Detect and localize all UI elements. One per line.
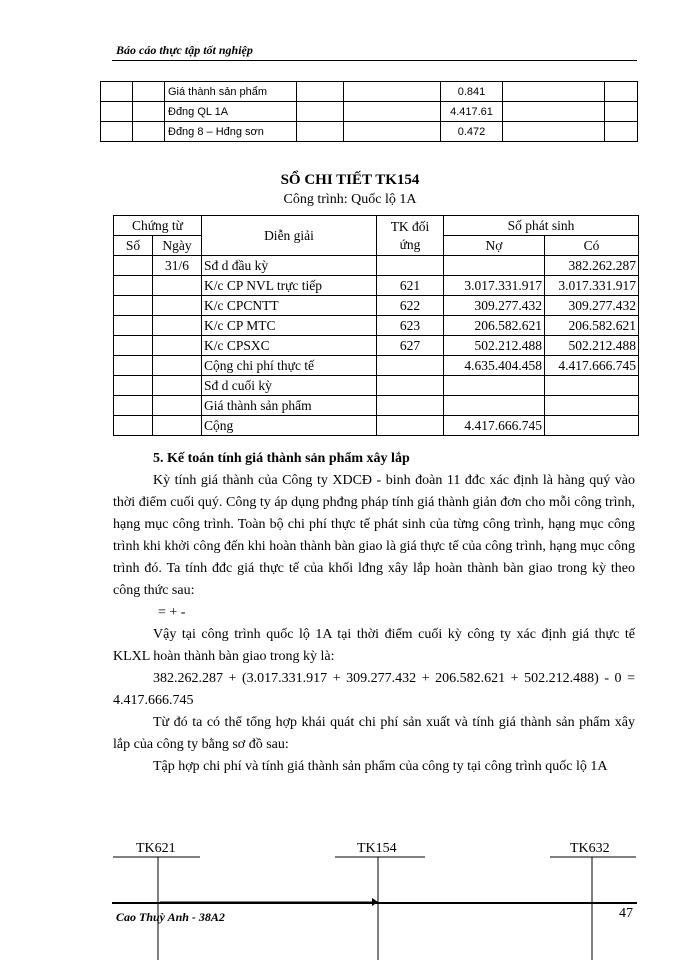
continued-cost-table (100, 81, 638, 142)
row-label: Đđng QL 1A (165, 102, 297, 122)
table-cell (297, 122, 344, 142)
ledger-table (113, 215, 639, 436)
cell-desc: K/c CP NVL trực tiếp (202, 276, 377, 296)
cell-ngay: 31/6 (153, 256, 202, 276)
table-cell (605, 122, 638, 142)
cell-co: 4.417.666.745 (545, 356, 639, 376)
cell-no (444, 256, 545, 276)
cell-no (444, 376, 545, 396)
cell-tk: 622 (377, 296, 444, 316)
cell-tk (377, 376, 444, 396)
cell-no: 4.417.666.745 (444, 416, 545, 436)
cell-tk (377, 416, 444, 436)
cell-ngay (153, 376, 202, 396)
cell-tk (377, 256, 444, 276)
cell-tk: 627 (377, 336, 444, 356)
table-cell (503, 122, 605, 142)
cell-co (545, 376, 639, 396)
header-row (114, 216, 639, 236)
cell-co (545, 416, 639, 436)
cell-co: 382.262.287 (545, 256, 639, 276)
cell-co: 206.582.621 (545, 316, 639, 336)
paragraph: Từ đó ta có thể tổng hợp khái quát chi phí sản xuất và tính giá thành sản phẩm xây lắp của công ty bằng sơ đồ sau: (113, 715, 635, 752)
header-so-phat-sinh: Số phát sinh (444, 216, 639, 236)
row-label: Đđng 8 – Hđng sơn (165, 122, 297, 142)
paragraph: Kỳ tính giá thành của Công ty XDCĐ - binh đoàn 11 đđc xác định là hàng quý vào thời điểm cuối quý. Công ty áp dụng phđng pháp tính giá thành giản đơn cho mỗi công trình, hạng mục công trình. Toàn bộ chi phí thực tế phát sinh của từng công trình, hạng mục công trình khi khởi công đến khi hoàn thành bàn giao là giá thực tế của công trình, hạng mục công trình đó. Ta tính đđc giá thực tế của khối lđng xây lắp hoàn thành bàn giao trong kỳ theo công thức sau: (113, 473, 635, 598)
formula: = + - (158, 605, 186, 620)
header-so: Số (114, 236, 153, 256)
header-tk-doi-ung: TK đối ứng (377, 216, 444, 256)
cell-ngay (153, 356, 202, 376)
table-cell (605, 82, 638, 102)
table-cell (344, 82, 441, 102)
cell-no: 3.017.331.917 (444, 276, 545, 296)
cell-tk: 621 (377, 276, 444, 296)
account-label-tk621: TK621 (136, 841, 176, 856)
table-cell (605, 102, 638, 122)
page-footer (112, 902, 637, 930)
footer-author: Cao Thuỳ Anh - 38A2 (116, 910, 225, 924)
account-label-tk632: TK632 (570, 841, 610, 856)
table-row (114, 396, 639, 416)
page-number: 47 (619, 906, 633, 921)
cell-desc: Giá thành sản phẩm (202, 396, 377, 416)
table-cell (133, 122, 165, 142)
cell-tk: 623 (377, 316, 444, 336)
table-cell (101, 122, 133, 142)
cell-co: 309.277.432 (545, 296, 639, 316)
table-cell (101, 82, 133, 102)
table-cell (297, 82, 344, 102)
cell-co: 3.017.331.917 (545, 276, 639, 296)
cell-desc: Sđ d cuối kỳ (202, 376, 377, 396)
cell-co: 502.212.488 (545, 336, 639, 356)
cell-no: 206.582.621 (444, 316, 545, 336)
cell-desc: K/c CPCNTT (202, 296, 377, 316)
cell-ngay (153, 416, 202, 436)
cell-so (114, 256, 153, 276)
ledger-title: SỔ CHI TIẾT TK154 (280, 172, 420, 188)
cell-so (114, 296, 153, 316)
cell-desc: Cộng chi phí thực tế (202, 356, 377, 376)
table-cell (344, 102, 441, 122)
cell-so (114, 416, 153, 436)
cell-so (114, 316, 153, 336)
calculation: 382.262.287 + (3.017.331.917 + 309.277.432 + 206.582.621 + 502.212.488) - 0 = 4.417.666.745 (113, 671, 635, 708)
running-title: Báo cáo thực tập tốt nghiệp (116, 43, 253, 57)
page-header (112, 40, 637, 61)
cell-tk (377, 356, 444, 376)
table-cell (101, 102, 133, 122)
cell-desc: Sđ d đầu kỳ (202, 256, 377, 276)
table-cell (503, 102, 605, 122)
cell-ngay (153, 336, 202, 356)
cell-desc: Cộng (202, 416, 377, 436)
cell-tk (377, 396, 444, 416)
cell-so (114, 376, 153, 396)
row-value: 0.472 (441, 122, 503, 142)
table-row (114, 336, 639, 356)
cell-so (114, 396, 153, 416)
table-row (114, 256, 639, 276)
ledger-subtitle: Công trình: Quốc lộ 1A (283, 192, 417, 207)
body-text (113, 448, 635, 778)
paragraph: Vậy tại công trình quốc lộ 1A tại thời điểm cuối kỳ công ty xác định giá thực tế KLXL hoàn thành bàn giao trong kỳ là: (113, 627, 635, 664)
cell-so (114, 336, 153, 356)
cell-no (444, 396, 545, 416)
cell-so (114, 276, 153, 296)
cell-ngay (153, 276, 202, 296)
cell-no: 309.277.432 (444, 296, 545, 316)
table-cell (297, 102, 344, 122)
table-row (114, 376, 639, 396)
diagram-lines (0, 830, 700, 960)
row-value: 4.417.61 (441, 102, 503, 122)
row-value: 0.841 (441, 82, 503, 102)
table-row (101, 82, 638, 102)
cell-desc: K/c CPSXC (202, 336, 377, 356)
cell-ngay (153, 396, 202, 416)
cell-co (545, 396, 639, 416)
cell-no: 502.212.488 (444, 336, 545, 356)
header-ngay: Ngày (153, 236, 202, 256)
table-cell (133, 82, 165, 102)
header-co: Có (545, 236, 639, 256)
cell-ngay (153, 316, 202, 336)
table-cell (503, 82, 605, 102)
table-row (114, 356, 639, 376)
section-heading: 5. Kế toán tính giá thành sản phẩm xây lắp (153, 451, 410, 466)
row-label: Giá thành sản phẩm (165, 82, 297, 102)
table-row (114, 316, 639, 336)
header-dien-giai: Diễn giải (202, 216, 377, 256)
table-row (101, 122, 638, 142)
header-no: Nợ (444, 236, 545, 256)
cell-so (114, 356, 153, 376)
cell-desc: K/c CP MTC (202, 316, 377, 336)
table-cell (133, 102, 165, 122)
account-label-tk154: TK154 (357, 841, 397, 856)
table-row (101, 102, 638, 122)
table-row (114, 416, 639, 436)
table-cell (344, 122, 441, 142)
table-row (114, 276, 639, 296)
cell-no: 4.635.404.458 (444, 356, 545, 376)
cell-ngay (153, 296, 202, 316)
paragraph: Tập hợp chi phí và tính giá thành sản phẩm của công ty tại công trình quốc lộ 1A (153, 759, 608, 774)
table-row (114, 296, 639, 316)
header-chung-tu: Chứng từ (114, 216, 202, 236)
